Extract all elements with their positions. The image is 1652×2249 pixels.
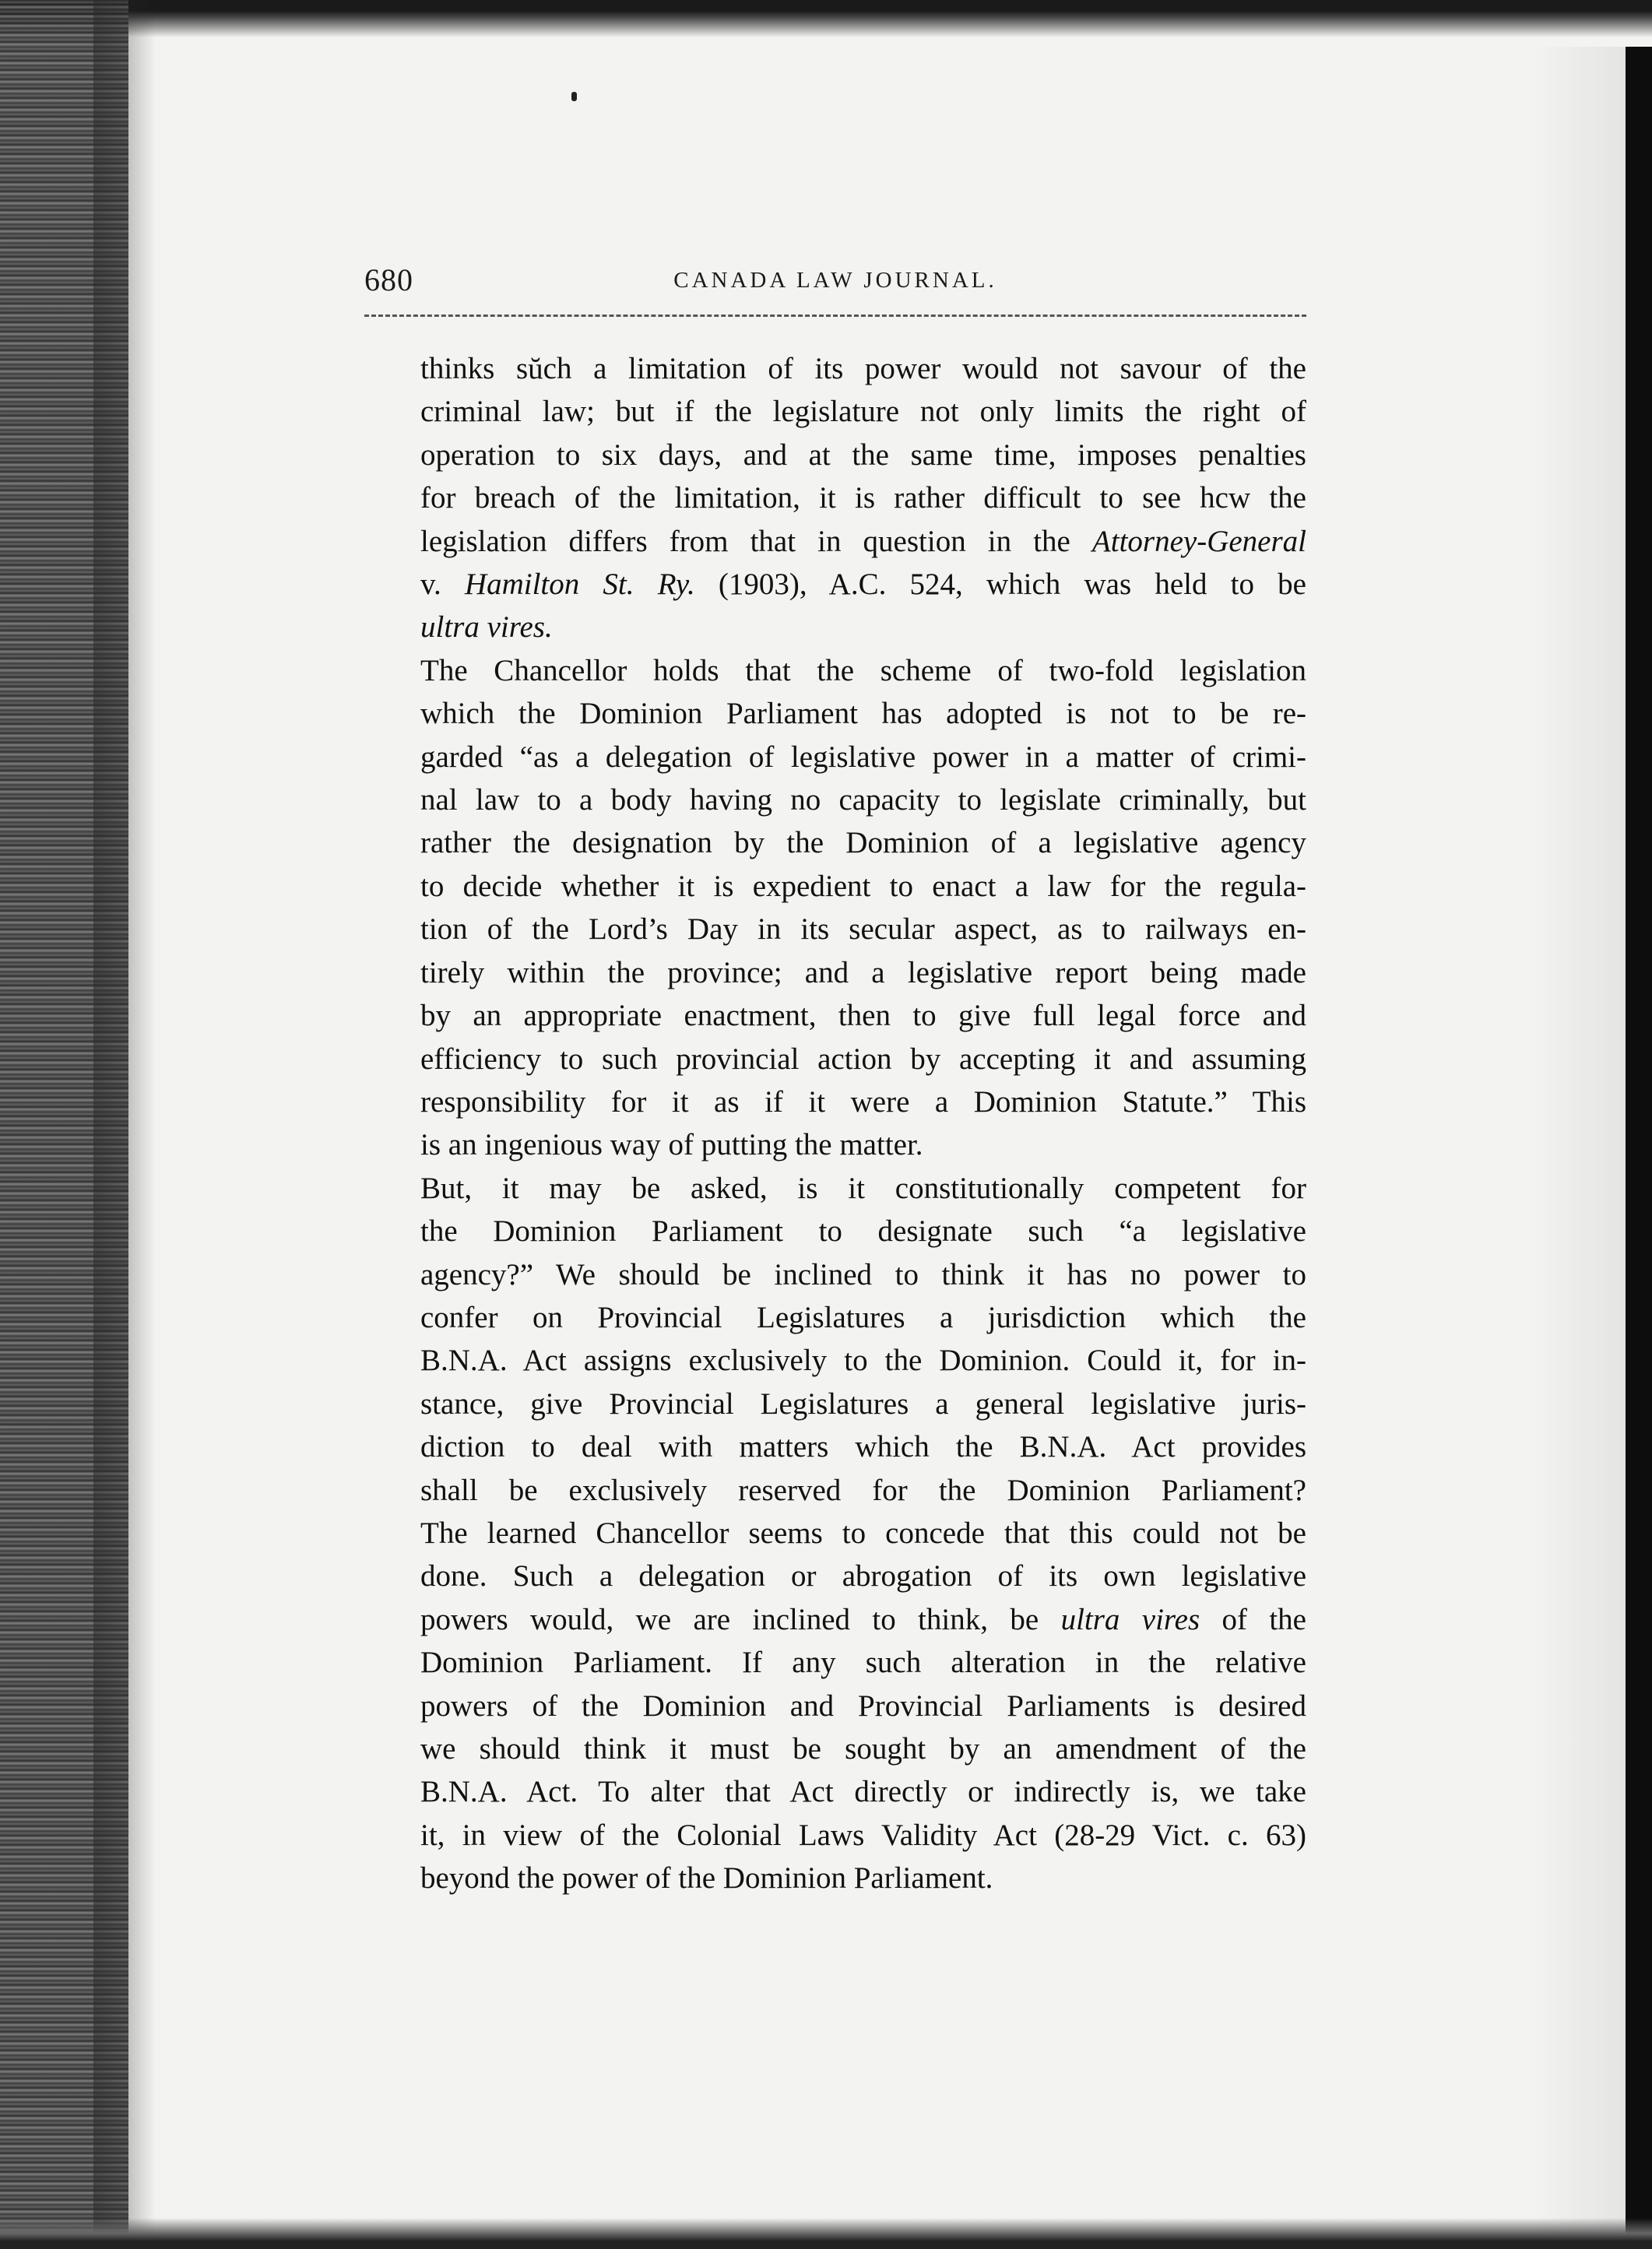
text-line bbox=[364, 1512, 1306, 1555]
text-run: shall be exclusively reserved for the Dominion Parliament? bbox=[420, 1473, 1306, 1507]
text-run: done. Such a delegation or abrogation of its own legislative bbox=[420, 1559, 1306, 1594]
text-line bbox=[364, 1038, 1306, 1081]
text-line bbox=[364, 1598, 1306, 1641]
text-run: to decide whether it is expedient to enact a law for the regula- bbox=[420, 869, 1306, 903]
text-run: thinks sŭch a limitation of its power would not savour of the bbox=[420, 352, 1306, 385]
text-run: Dominion Parliament. If any such alteration in the relative bbox=[420, 1646, 1306, 1680]
scan-edge-right bbox=[1626, 47, 1652, 2249]
article-body bbox=[364, 347, 1306, 1900]
text-line bbox=[364, 1469, 1306, 1512]
scan-edge-bottom bbox=[0, 2218, 1652, 2249]
text-line bbox=[364, 1167, 1306, 1210]
text-line bbox=[364, 1253, 1306, 1296]
text-run: diction to deal with matters which the B.N.A. Act provides bbox=[420, 1430, 1306, 1464]
text-line bbox=[364, 434, 1306, 476]
text-line bbox=[364, 1296, 1306, 1339]
text-line bbox=[364, 1770, 1306, 1813]
text-line bbox=[364, 821, 1306, 864]
text-run: legislation differs from that in question in the bbox=[420, 524, 1092, 558]
text-run: nal law to a body having no capacity to legislate criminally, but bbox=[420, 783, 1306, 817]
text-run: The learned Chancellor seems to concede that this could not be bbox=[420, 1516, 1306, 1550]
text-line bbox=[364, 1339, 1306, 1382]
italic-text: ultra vires. bbox=[420, 610, 553, 645]
page-header bbox=[364, 262, 1306, 308]
text-line bbox=[364, 649, 1306, 692]
text-run: B.N.A. Act assigns exclusively to the Dominion. Could it, for in- bbox=[420, 1344, 1306, 1378]
text-line bbox=[364, 951, 1306, 994]
text-run: B.N.A. Act. To alter that Act directly or indirectly is, we take bbox=[420, 1775, 1306, 1809]
text-run: beyond the power of the Dominion Parliament. bbox=[420, 1861, 993, 1896]
text-run: stance, give Provincial Legislatures a general legislative juris- bbox=[420, 1386, 1306, 1421]
scan-edge-left-shadow bbox=[93, 0, 156, 2249]
text-line bbox=[364, 476, 1306, 519]
text-line bbox=[364, 606, 1306, 648]
text-line bbox=[364, 563, 1306, 606]
text-run: we should think it must be sought by an amendment of the bbox=[420, 1732, 1306, 1766]
paragraph bbox=[364, 347, 1306, 649]
text-run: (1903), A.C. 524, which was held to be bbox=[694, 568, 1306, 602]
italic-text: ultra vires bbox=[1060, 1602, 1200, 1636]
italic-text: Attorney-General bbox=[1091, 524, 1306, 558]
page-number: 680 bbox=[364, 262, 413, 297]
text-run: rather the designation by the Dominion of a legislative agency bbox=[420, 826, 1306, 860]
text-line bbox=[364, 1210, 1306, 1253]
text-line bbox=[364, 1123, 1306, 1166]
scan-edge-right-shadow bbox=[1532, 47, 1626, 2249]
italic-text: Hamilton St. Ry. bbox=[464, 568, 695, 602]
text-line bbox=[364, 347, 1306, 390]
text-run: for breach of the limitation, it is rather difficult to see hcw the bbox=[420, 481, 1306, 515]
text-run: v. bbox=[420, 568, 465, 602]
text-line bbox=[364, 865, 1306, 908]
text-run: efficiency to such provincial action by accepting it and assuming bbox=[420, 1042, 1306, 1076]
text-line bbox=[364, 1081, 1306, 1123]
scan-edge-top bbox=[0, 0, 1652, 37]
text-line bbox=[364, 1425, 1306, 1468]
running-head: CANADA LAW JOURNAL. bbox=[673, 268, 997, 293]
text-line bbox=[364, 1383, 1306, 1425]
text-run: powers of the Dominion and Provincial Parliaments is desired bbox=[420, 1689, 1306, 1723]
text-line bbox=[364, 1857, 1306, 1899]
text-line bbox=[364, 778, 1306, 821]
text-line bbox=[364, 520, 1306, 563]
text-run: tirely within the province; and a legislative report being made bbox=[420, 955, 1306, 989]
text-run: criminal law; but if the legislature not only limits the right of bbox=[420, 395, 1306, 429]
text-line bbox=[364, 994, 1306, 1037]
text-run: confer on Provincial Legislatures a jurisdiction which the bbox=[420, 1300, 1306, 1334]
text-line bbox=[364, 908, 1306, 951]
text-run: responsibility for it as if it were a Dominion Statute.” This bbox=[420, 1084, 1306, 1119]
text-line bbox=[364, 1814, 1306, 1857]
text-run: is an ingenious way of putting the matter. bbox=[420, 1128, 923, 1162]
text-run: by an appropriate enactment, then to give full legal force and bbox=[420, 999, 1306, 1033]
paragraph bbox=[364, 1167, 1306, 1900]
text-run: the Dominion Parliament to designate such “a legislative bbox=[420, 1214, 1306, 1249]
text-run: which the Dominion Parliament has adopted is not to be re- bbox=[420, 697, 1306, 731]
text-line bbox=[364, 736, 1306, 778]
text-run: The Chancellor holds that the scheme of two-fold legislation bbox=[420, 653, 1306, 687]
text-line bbox=[364, 1555, 1306, 1597]
text-run: it, in view of the Colonial Laws Validity Act (28-29 Vict. c. 63) bbox=[420, 1818, 1306, 1852]
text-line bbox=[364, 390, 1306, 433]
header-rule bbox=[364, 315, 1306, 317]
text-run: powers would, we are inclined to think, be bbox=[420, 1602, 1061, 1636]
text-run: tion of the Lord’s Day in its secular aspect, as to railways en- bbox=[420, 912, 1306, 947]
paragraph bbox=[364, 649, 1306, 1167]
text-run: But, it may be asked, is it constitutionally competent for bbox=[420, 1171, 1306, 1205]
text-line bbox=[364, 692, 1306, 735]
text-run: garded “as a delegation of legislative power in a matter of crimi- bbox=[420, 740, 1306, 774]
text-run: of the bbox=[1200, 1602, 1306, 1636]
ink-speck bbox=[571, 92, 577, 101]
text-line bbox=[364, 1685, 1306, 1727]
text-run: agency?” We should be inclined to think it has no power to bbox=[420, 1257, 1306, 1291]
text-line bbox=[364, 1641, 1306, 1684]
text-run: operation to six days, and at the same time, imposes penalties bbox=[420, 438, 1306, 472]
text-line bbox=[364, 1727, 1306, 1770]
